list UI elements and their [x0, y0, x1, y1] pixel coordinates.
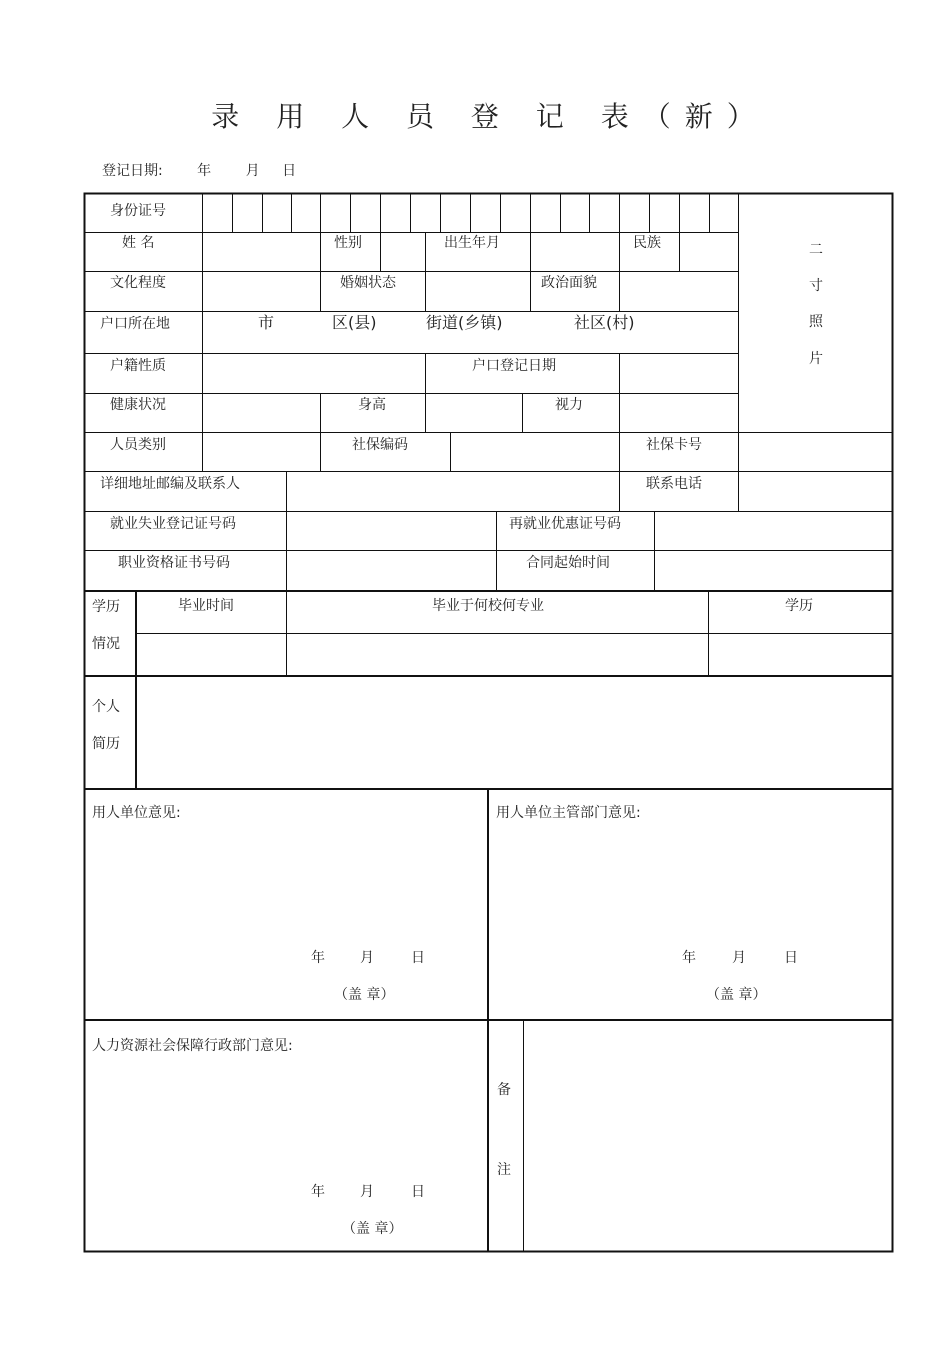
supervisor-seal: （盖 章）	[706, 987, 767, 1003]
label-name: 姓 名	[122, 235, 155, 251]
page-title: 录 用 人 员 登 记 表（新）	[211, 100, 769, 133]
resume-label-1: 个人	[92, 699, 120, 715]
label-hukou-location: 户口所在地	[100, 316, 170, 332]
edu-side-label-2: 情况	[92, 636, 120, 652]
supervisor-opinion-label: 用人单位主管部门意见:	[496, 805, 641, 821]
hr-seal: （盖 章）	[342, 1221, 403, 1237]
hukou-city: 市	[258, 313, 275, 332]
photo-char-1: 二	[809, 242, 823, 258]
reg-date-day: 日	[282, 163, 297, 179]
label-unemployment-cert: 就业失业登记证号码	[110, 516, 236, 532]
label-height: 身高	[358, 397, 386, 413]
supervisor-year: 年	[682, 950, 696, 966]
employer-opinion-label: 用人单位意见:	[92, 805, 181, 821]
employer-day: 日	[411, 950, 425, 966]
label-gender: 性别	[334, 235, 362, 251]
photo-char-2: 寸	[809, 278, 823, 294]
edu-side-label-1: 学历	[92, 599, 120, 615]
hukou-district: 区(县)	[332, 313, 377, 332]
remarks-char-1: 备	[497, 1082, 511, 1098]
hr-year: 年	[311, 1184, 325, 1200]
hukou-street: 街道(乡镇)	[426, 313, 503, 332]
label-education-level: 文化程度	[110, 275, 166, 291]
label-birth: 出生年月	[444, 235, 500, 251]
employer-year: 年	[311, 950, 325, 966]
label-marital: 婚姻状态	[340, 275, 396, 291]
label-phone: 联系电话	[646, 476, 702, 492]
label-hukou-date: 户口登记日期	[472, 358, 556, 374]
label-hukou-type: 户籍性质	[110, 358, 166, 374]
label-id-number: 身份证号	[110, 203, 166, 219]
edu-degree: 学历	[785, 598, 813, 614]
reg-date-label: 登记日期:	[102, 163, 163, 179]
supervisor-month: 月	[732, 950, 746, 966]
label-qualification-cert: 职业资格证书号码	[118, 555, 230, 571]
hukou-community: 社区(村)	[574, 313, 635, 332]
label-political: 政治面貌	[541, 275, 597, 291]
label-health: 健康状况	[110, 397, 166, 413]
label-reemployment-cert: 再就业优惠证号码	[509, 516, 621, 532]
label-contract-time: 合同起始时间	[526, 555, 610, 571]
resume-label-2: 简历	[92, 736, 120, 752]
label-social-code: 社保编码	[352, 437, 408, 453]
remarks-char-2: 注	[497, 1162, 511, 1178]
employer-seal: （盖 章）	[334, 987, 395, 1003]
edu-school-major: 毕业于何校何专业	[432, 598, 544, 614]
supervisor-day: 日	[784, 950, 798, 966]
label-ethnicity: 民族	[633, 235, 661, 251]
edu-grad-time: 毕业时间	[178, 598, 234, 614]
label-vision: 视力	[555, 397, 583, 413]
reg-date-month: 月	[245, 163, 260, 179]
photo-char-3: 照	[809, 314, 823, 330]
hr-opinion-label: 人力资源社会保障行政部门意见:	[92, 1038, 293, 1054]
label-category: 人员类别	[110, 437, 166, 453]
label-address: 详细地址邮编及联系人	[100, 476, 240, 492]
hr-day: 日	[411, 1184, 425, 1200]
label-social-card: 社保卡号	[646, 437, 702, 453]
reg-date-year: 年	[197, 163, 212, 179]
photo-char-4: 片	[809, 351, 823, 367]
hr-month: 月	[360, 1184, 374, 1200]
employer-month: 月	[360, 950, 374, 966]
